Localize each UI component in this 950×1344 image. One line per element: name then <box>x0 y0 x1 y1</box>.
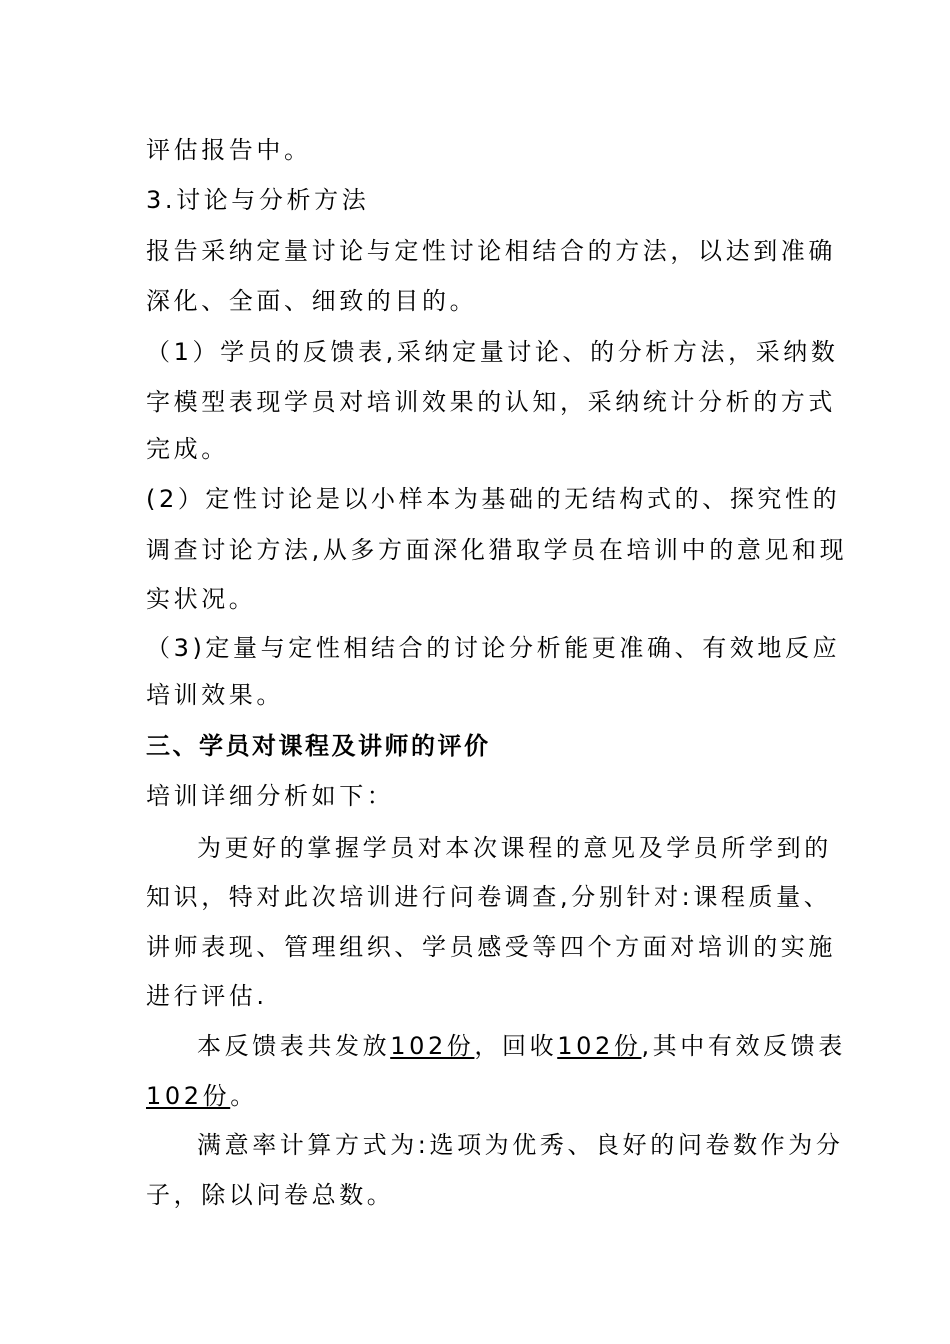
text-line: （1）学员的反馈表,采纳定量讨论、的分析方法，采纳数 <box>146 338 839 366</box>
text-line: 子，除以问卷总数。 <box>146 1181 395 1209</box>
text-line: 评估报告中。 <box>146 136 312 164</box>
text-line: 讲师表现、管理组织、学员感受等四个方面对培训的实施 <box>146 933 836 961</box>
text-line: 为更好的掌握学员对本次课程的意见及学员所学到的 <box>197 834 832 862</box>
underlined-count: 102份 <box>557 1032 642 1060</box>
text-run: 。 <box>230 1082 258 1110</box>
text-run: ，回收 <box>474 1032 558 1060</box>
text-line: 知识，特对此次培训进行问卷调查,分别针对:课程质量、 <box>146 883 832 911</box>
text-line: 培训效果。 <box>146 681 284 709</box>
text-line: 字模型表现学员对培训效果的认知，采纳统计分析的方式 <box>146 388 836 416</box>
text-line: 调查讨论方法,从多方面深化猎取学员在培训中的意见和现 <box>146 536 848 564</box>
section-subheading: 3.讨论与分析方法 <box>146 186 370 214</box>
underlined-count: 102份 <box>390 1032 475 1060</box>
text-run: 本反馈表共发放 <box>197 1032 391 1060</box>
text-line: (2）定性讨论是以小样本为基础的无结构式的、探究性的 <box>146 485 841 513</box>
text-run: ,其中有效反馈表 <box>641 1032 846 1060</box>
text-line: 完成。 <box>146 435 229 463</box>
text-line: 深化、全面、细致的目的。 <box>146 287 478 315</box>
text-line: 实状况。 <box>146 585 257 613</box>
text-line <box>197 1031 846 1061</box>
text-line: （3)定量与定性相结合的讨论分析能更准确、有效地反应 <box>146 634 841 662</box>
text-line: 报告采纳定量讨论与定性讨论相结合的方法，以达到准确 <box>146 237 836 265</box>
text-line: 培训详细分析如下： <box>146 782 395 810</box>
underlined-count: 102份 <box>146 1082 231 1110</box>
text-line: 进行评估. <box>146 982 268 1010</box>
text-line: 满意率计算方式为:选项为优秀、良好的问卷数作为分 <box>197 1131 844 1159</box>
text-line <box>146 1081 811 1111</box>
section-heading: 三、学员对课程及讲师的评价 <box>146 732 491 760</box>
